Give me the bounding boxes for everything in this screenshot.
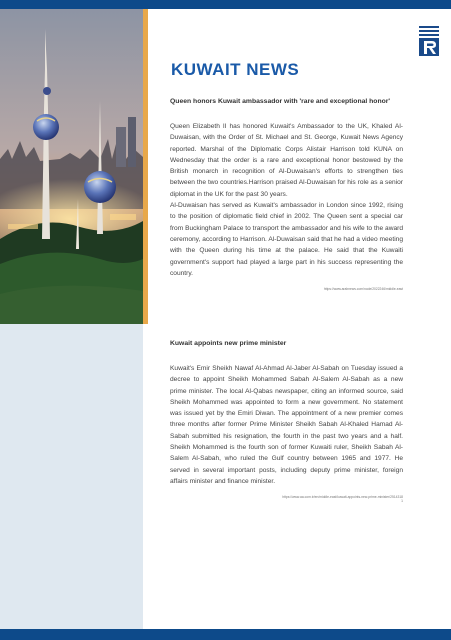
article-headline: Queen honors Kuwait ambassador with 'rare and exceptional honor' <box>170 98 391 105</box>
article-source-link[interactable]: https://www.aa.com.tr/en/middle-east/kuwait-appoints-new-prime-minister/2514318 <box>282 495 403 500</box>
article-queen-honors <box>170 98 403 291</box>
article-headline: Kuwait appoints new prime minister <box>170 340 287 347</box>
article-paragraph: Kuwait's Emir Sheikh Nawaf Al-Ahmad Al-Jaber Al-Sabah on Tuesday issued a decree to appoint Sheikh Mohammed Sabah Al-Salem Al-Sabah as a new prime minister. The local Al-Qabas newspaper, citing an informed source, said Sheikh Mohammed was appointed to form a new government. No statement was issued yet by the Emiri Diwan. The appointment of a new premier comes three months after former Prime Minister Sheikh Sabah Al-Khaled Hamad Al-Sabah submitted his resignation, the fourth in the past two years and a half. Sheikh Mohammed is the fourth son of former Kuwaiti ruler, Sheikh Sabah Al-Salem Al-Sabah, who ruled the Gulf country between 1965 and 1977. He served in several important posts, including deputy prime minister, foreign affairs minister and finance minister. <box>170 365 403 485</box>
page-title: KUWAIT NEWS <box>171 60 300 79</box>
top-accent-bar <box>0 0 451 9</box>
article-source-link[interactable]: https://www.arabnews.com/node/2022246/middle-east <box>323 287 403 292</box>
kuwait-towers-photo <box>0 9 143 324</box>
article-prime-minister <box>170 340 403 503</box>
logo-emblem-icon <box>418 25 440 57</box>
bottom-accent-bar <box>0 629 451 640</box>
article-paragraph: Queen Elizabeth II has honored Kuwait's Ambassador to the UK, Khaled Al-Duwaisan, with the Order of St. Michael and St. George, Kuwait News Agency reported. Marshal of the Diplomatic Corps Alistair Harrison told KUNA on Wednesday that the order is a rare and exceptional honor bestowed by the British monarch in recognition of Al-Duwaisan's efforts to strengthen ties between the two countries.Harrison praised Al-Duwaisan for his role as a senior diplomat in the UK for the past 30 years. <box>170 123 403 198</box>
orange-accent-stripe <box>143 9 148 324</box>
article-paragraph: Al-Duwaisan has served as Kuwait's ambassador in London since 1992, rising to the position of diplomatic field chief in 2002. The Queen sent a special car from Buckingham Palace to transport the ambassador and his wife to the award ceremony, according to Harrison. Al-Duwaisan said that he had a video meeting with the Queen during his time at the palace. He said that the Kuwaiti government's support had played a large part in his success representing the country. <box>170 202 403 277</box>
article-source-link-suffix: 1 <box>401 499 403 504</box>
